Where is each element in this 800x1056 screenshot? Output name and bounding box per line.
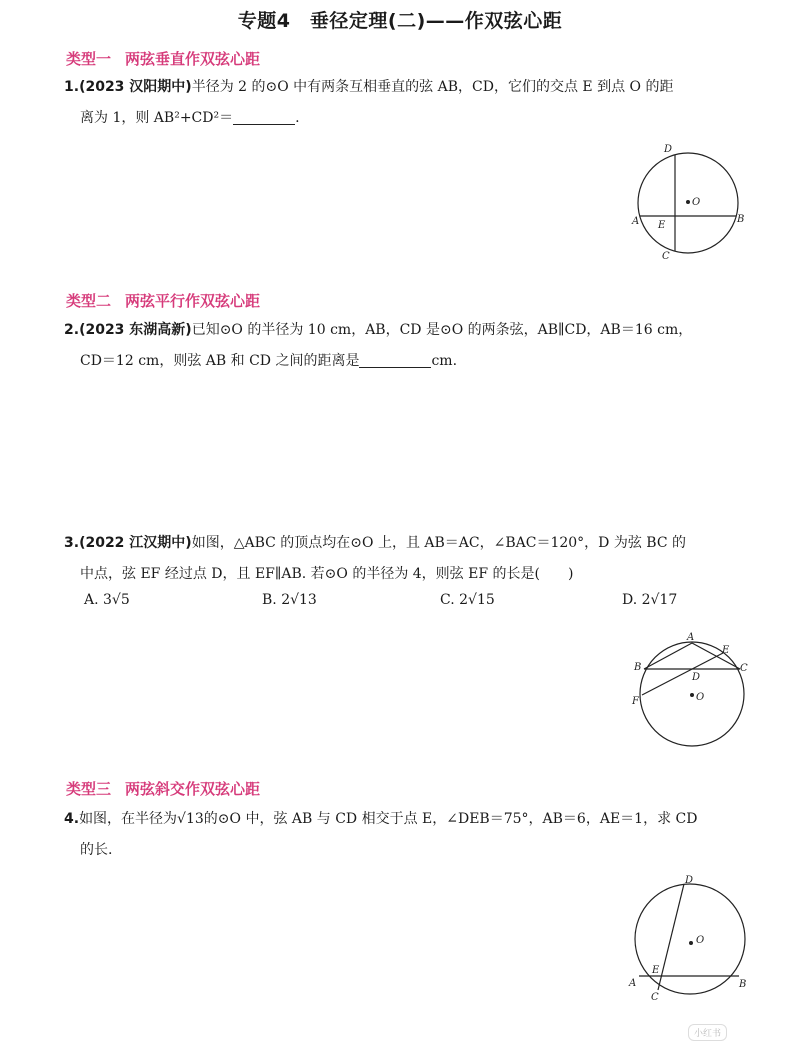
section-heading-3 <box>66 778 260 799</box>
label-o: O <box>692 197 701 208</box>
page-title: 专题4 垂径定理(二)——作双弦心距 <box>237 10 563 32</box>
problem-number: 4. <box>64 811 80 827</box>
label-f: F <box>632 696 639 707</box>
label-e: E <box>722 645 730 656</box>
circle-o <box>635 884 745 994</box>
label-c: C <box>740 663 748 674</box>
problem-text: . <box>295 110 300 126</box>
problem-text: cm. <box>431 353 458 369</box>
figure-3 <box>628 628 754 752</box>
label-a: A <box>629 978 637 989</box>
problem-text: 已知⊙O 的半径为 10 cm，AB，CD 是⊙O 的两条弦，AB∥CD，AB＝16 cm， <box>191 322 693 338</box>
problem-text: 的长. <box>80 842 113 858</box>
problem-3 <box>64 528 754 590</box>
problem-4 <box>64 804 754 866</box>
section-heading-1 <box>66 48 260 69</box>
section-label: 类型一 <box>66 50 112 68</box>
problem-text: 如图，在半径为√13的⊙O 中，弦 AB 与 CD 相交于点 E，∠DEB＝75°，AB＝6，AE＝1，求 CD <box>79 811 698 827</box>
chord-cd <box>658 884 684 990</box>
label-e: E <box>658 220 666 231</box>
answer-blank[interactable] <box>359 349 431 368</box>
choice-d[interactable]: D. 2√17 <box>622 592 678 608</box>
problem-source: (2023 东湖高新) <box>79 322 192 338</box>
choice-b[interactable]: B. 2√13 <box>262 592 317 608</box>
center-point <box>690 693 694 697</box>
problem-text: 半径为 2 的⊙O 中有两条互相垂直的弦 AB，CD，它们的交点 E 到点 O 的距 <box>191 79 674 95</box>
chord-ef <box>642 653 723 695</box>
problem-text: 中点，弦 EF 经过点 D，且 EF∥AB. 若⊙O 的半径为 4，则弦 EF 的长是( ) <box>80 566 574 582</box>
section-text: 两弦垂直作双弦心距 <box>125 50 261 68</box>
problem-number: 2. <box>64 322 80 338</box>
problem-2 <box>64 315 754 377</box>
problem-1 <box>64 72 754 134</box>
figure-1 <box>630 143 750 263</box>
problem-number: 1. <box>64 79 80 95</box>
center-point <box>686 200 690 204</box>
section-label: 类型二 <box>66 292 112 310</box>
label-c: C <box>662 251 670 262</box>
problem-source: (2023 汉阳期中) <box>79 79 192 95</box>
center-point <box>689 941 693 945</box>
label-b: B <box>634 662 642 673</box>
label-b: B <box>739 979 747 990</box>
label-b: B <box>737 214 745 225</box>
label-c: C <box>651 992 659 1003</box>
watermark-logo: 小红书 <box>688 1024 727 1041</box>
answer-blank[interactable] <box>233 106 295 125</box>
section-label: 类型三 <box>66 780 112 798</box>
label-a: A <box>687 632 695 643</box>
label-d: D <box>685 875 694 886</box>
problem-source: (2022 江汉期中) <box>79 535 192 551</box>
choice-c[interactable]: C. 2√15 <box>440 592 495 608</box>
label-o: O <box>696 935 705 946</box>
label-o: O <box>696 692 705 703</box>
problem-number: 3. <box>64 535 80 551</box>
problem-text: 如图，△ABC 的顶点均在⊙O 上，且 AB＝AC，∠BAC＝120°，D 为弦 BC 的 <box>191 535 687 551</box>
figure-4 <box>628 873 758 1003</box>
section-heading-2 <box>66 290 260 311</box>
chord-ab <box>644 643 692 669</box>
label-e: E <box>652 965 660 976</box>
section-text: 两弦斜交作双弦心距 <box>125 780 261 798</box>
label-d: D <box>664 144 673 155</box>
section-text: 两弦平行作双弦心距 <box>125 292 261 310</box>
choice-a[interactable]: A. 3√5 <box>84 592 130 608</box>
problem-text: 离为 1，则 AB²+CD²＝ <box>80 110 234 126</box>
label-d: D <box>692 672 701 683</box>
problem-text: CD＝12 cm，则弦 AB 和 CD 之间的距离是 <box>80 353 360 369</box>
label-a: A <box>632 216 640 227</box>
